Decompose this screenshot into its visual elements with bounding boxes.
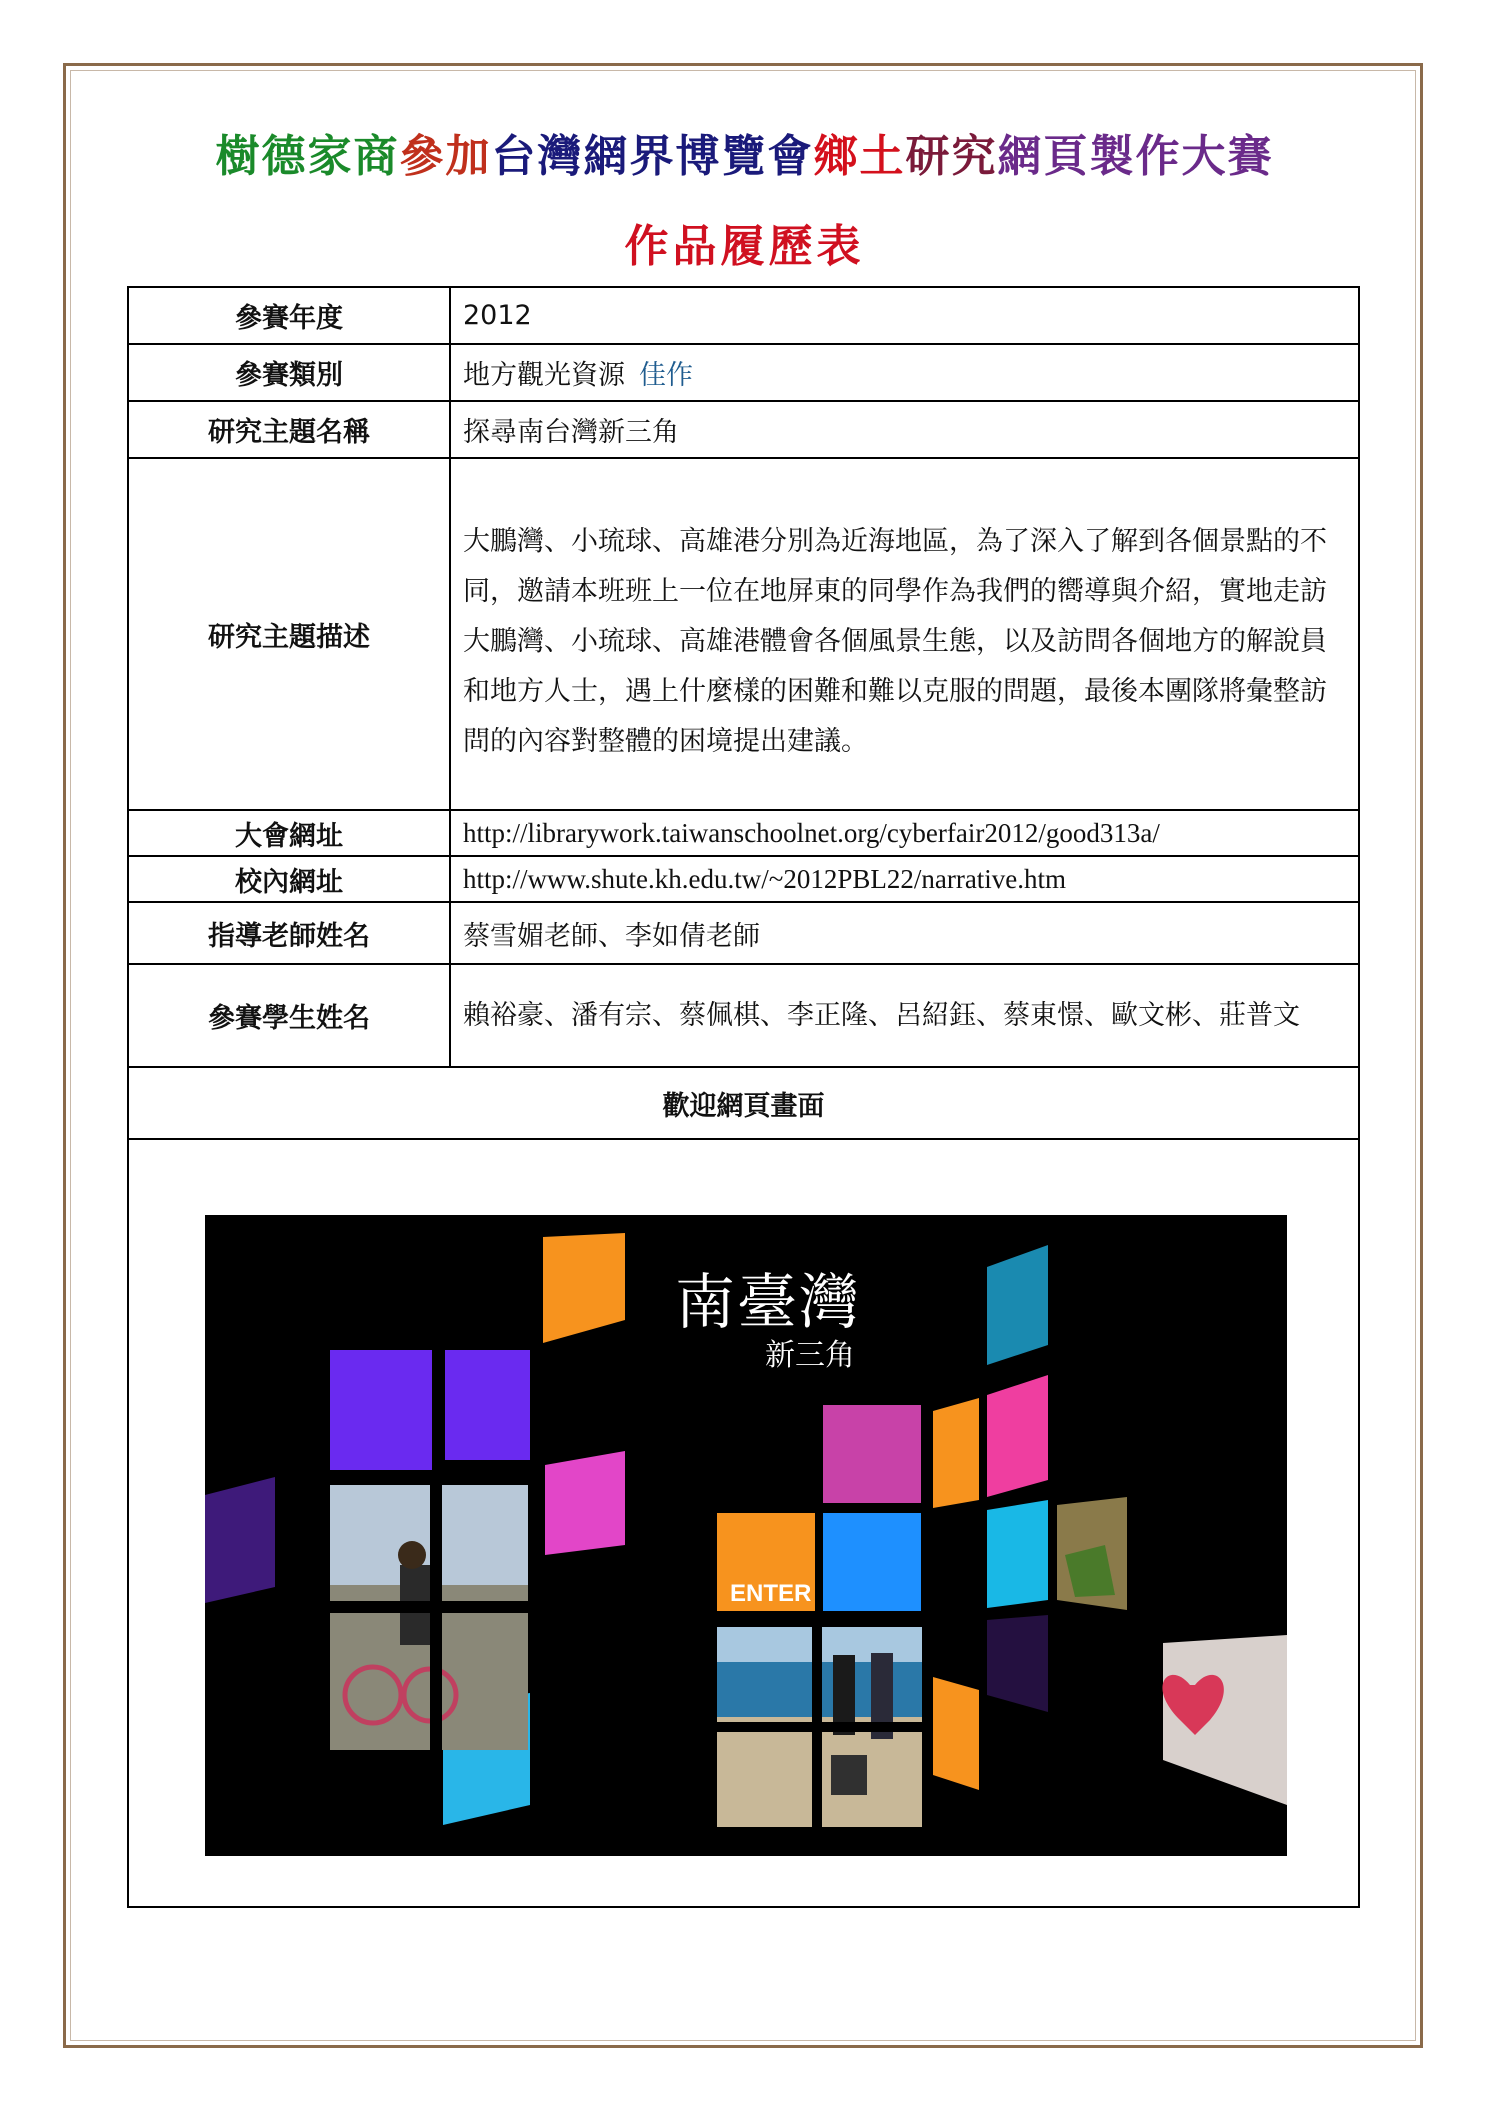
tile <box>987 1615 1048 1712</box>
tile <box>823 1513 921 1611</box>
tile <box>987 1500 1048 1608</box>
person <box>831 1755 867 1795</box>
year-label: 參賽年度 <box>128 287 450 344</box>
table-row <box>128 401 1359 458</box>
topic-value: 探尋南台灣新三角 <box>450 401 1359 458</box>
page-title <box>0 120 1489 184</box>
fair-url-label: 大會網址 <box>128 810 450 856</box>
category-cell <box>450 344 1359 401</box>
gap <box>545 1693 577 1740</box>
students-label: 參賽學生姓名 <box>128 964 450 1067</box>
title-segment: 參加 <box>399 131 492 182</box>
screenshot-title: 南臺灣 <box>675 1268 861 1338</box>
rider-head <box>398 1541 426 1569</box>
title-segment: 網頁製作大賽 <box>997 131 1274 182</box>
welcome-header: 歡迎網頁畫面 <box>128 1067 1359 1139</box>
year-value: 2012 <box>450 287 1359 344</box>
description-label: 研究主題描述 <box>128 458 450 810</box>
title-segment: 樹德家商 <box>215 131 400 182</box>
title-segment: 鄉土 <box>813 131 906 182</box>
fair-url-link[interactable]: http://librarywork.taiwanschoolnet.org/cyberfair2012/good313a/ <box>450 810 1359 856</box>
page-subtitle: 作品履歷表 <box>624 221 865 272</box>
tile <box>543 1233 625 1343</box>
topic-label: 研究主題名稱 <box>128 401 450 458</box>
table-row <box>128 902 1359 964</box>
title-segment: 研究 <box>905 131 998 182</box>
category-label: 參賽類別 <box>128 344 450 401</box>
table-row <box>128 856 1359 902</box>
award-badge: 佳作 <box>639 360 693 391</box>
category-value: 地方觀光資源 <box>463 360 625 391</box>
school-url-link[interactable]: http://www.shute.kh.edu.tw/~2012PBL22/narrative.htm <box>450 856 1359 902</box>
enter-button[interactable]: ENTER <box>730 1580 812 1607</box>
table-row <box>128 287 1359 344</box>
table-row <box>128 810 1359 856</box>
students-value: 賴裕豪、潘有宗、蔡佩棋、李正隆、呂紹鈺、蔡東憬、歐文彬、莊普文 <box>450 964 1359 1067</box>
tile <box>545 1451 625 1555</box>
description-value: 大鵬灣、小琉球、高雄港分別為近海地區，為了深入了解到各個景點的不同，邀請本班班上一位在地屏東的同學作為我們的嚮導與介紹，實地走訪大鵬灣、小琉球、高雄港體會各個風景生態，以及訪問各個地方的解說員和地方人士，遇上什麼樣的困難和難以克服的問題，最後本團隊將彙整訪問的內容對整體的困境提出建議。 <box>450 458 1359 810</box>
tile <box>987 1375 1048 1497</box>
teachers-value: 蔡雪媚老師、李如倩老師 <box>450 902 1359 964</box>
tile <box>933 1398 979 1508</box>
tile <box>205 1477 275 1603</box>
teachers-label: 指導老師姓名 <box>128 902 450 964</box>
table-row <box>128 964 1359 1067</box>
tile <box>823 1405 921 1503</box>
school-url-label: 校內網址 <box>128 856 450 902</box>
tile <box>987 1245 1048 1365</box>
tile <box>933 1677 979 1790</box>
tile <box>330 1350 432 1470</box>
table-row <box>128 1067 1359 1139</box>
tile <box>445 1350 530 1460</box>
table-row <box>128 344 1359 401</box>
screenshot-subtitle: 新三角 <box>765 1338 855 1373</box>
title-segment: 台灣網界博覽會 <box>491 131 814 182</box>
table-row <box>128 458 1359 810</box>
welcome-screenshot <box>205 1215 1287 1856</box>
